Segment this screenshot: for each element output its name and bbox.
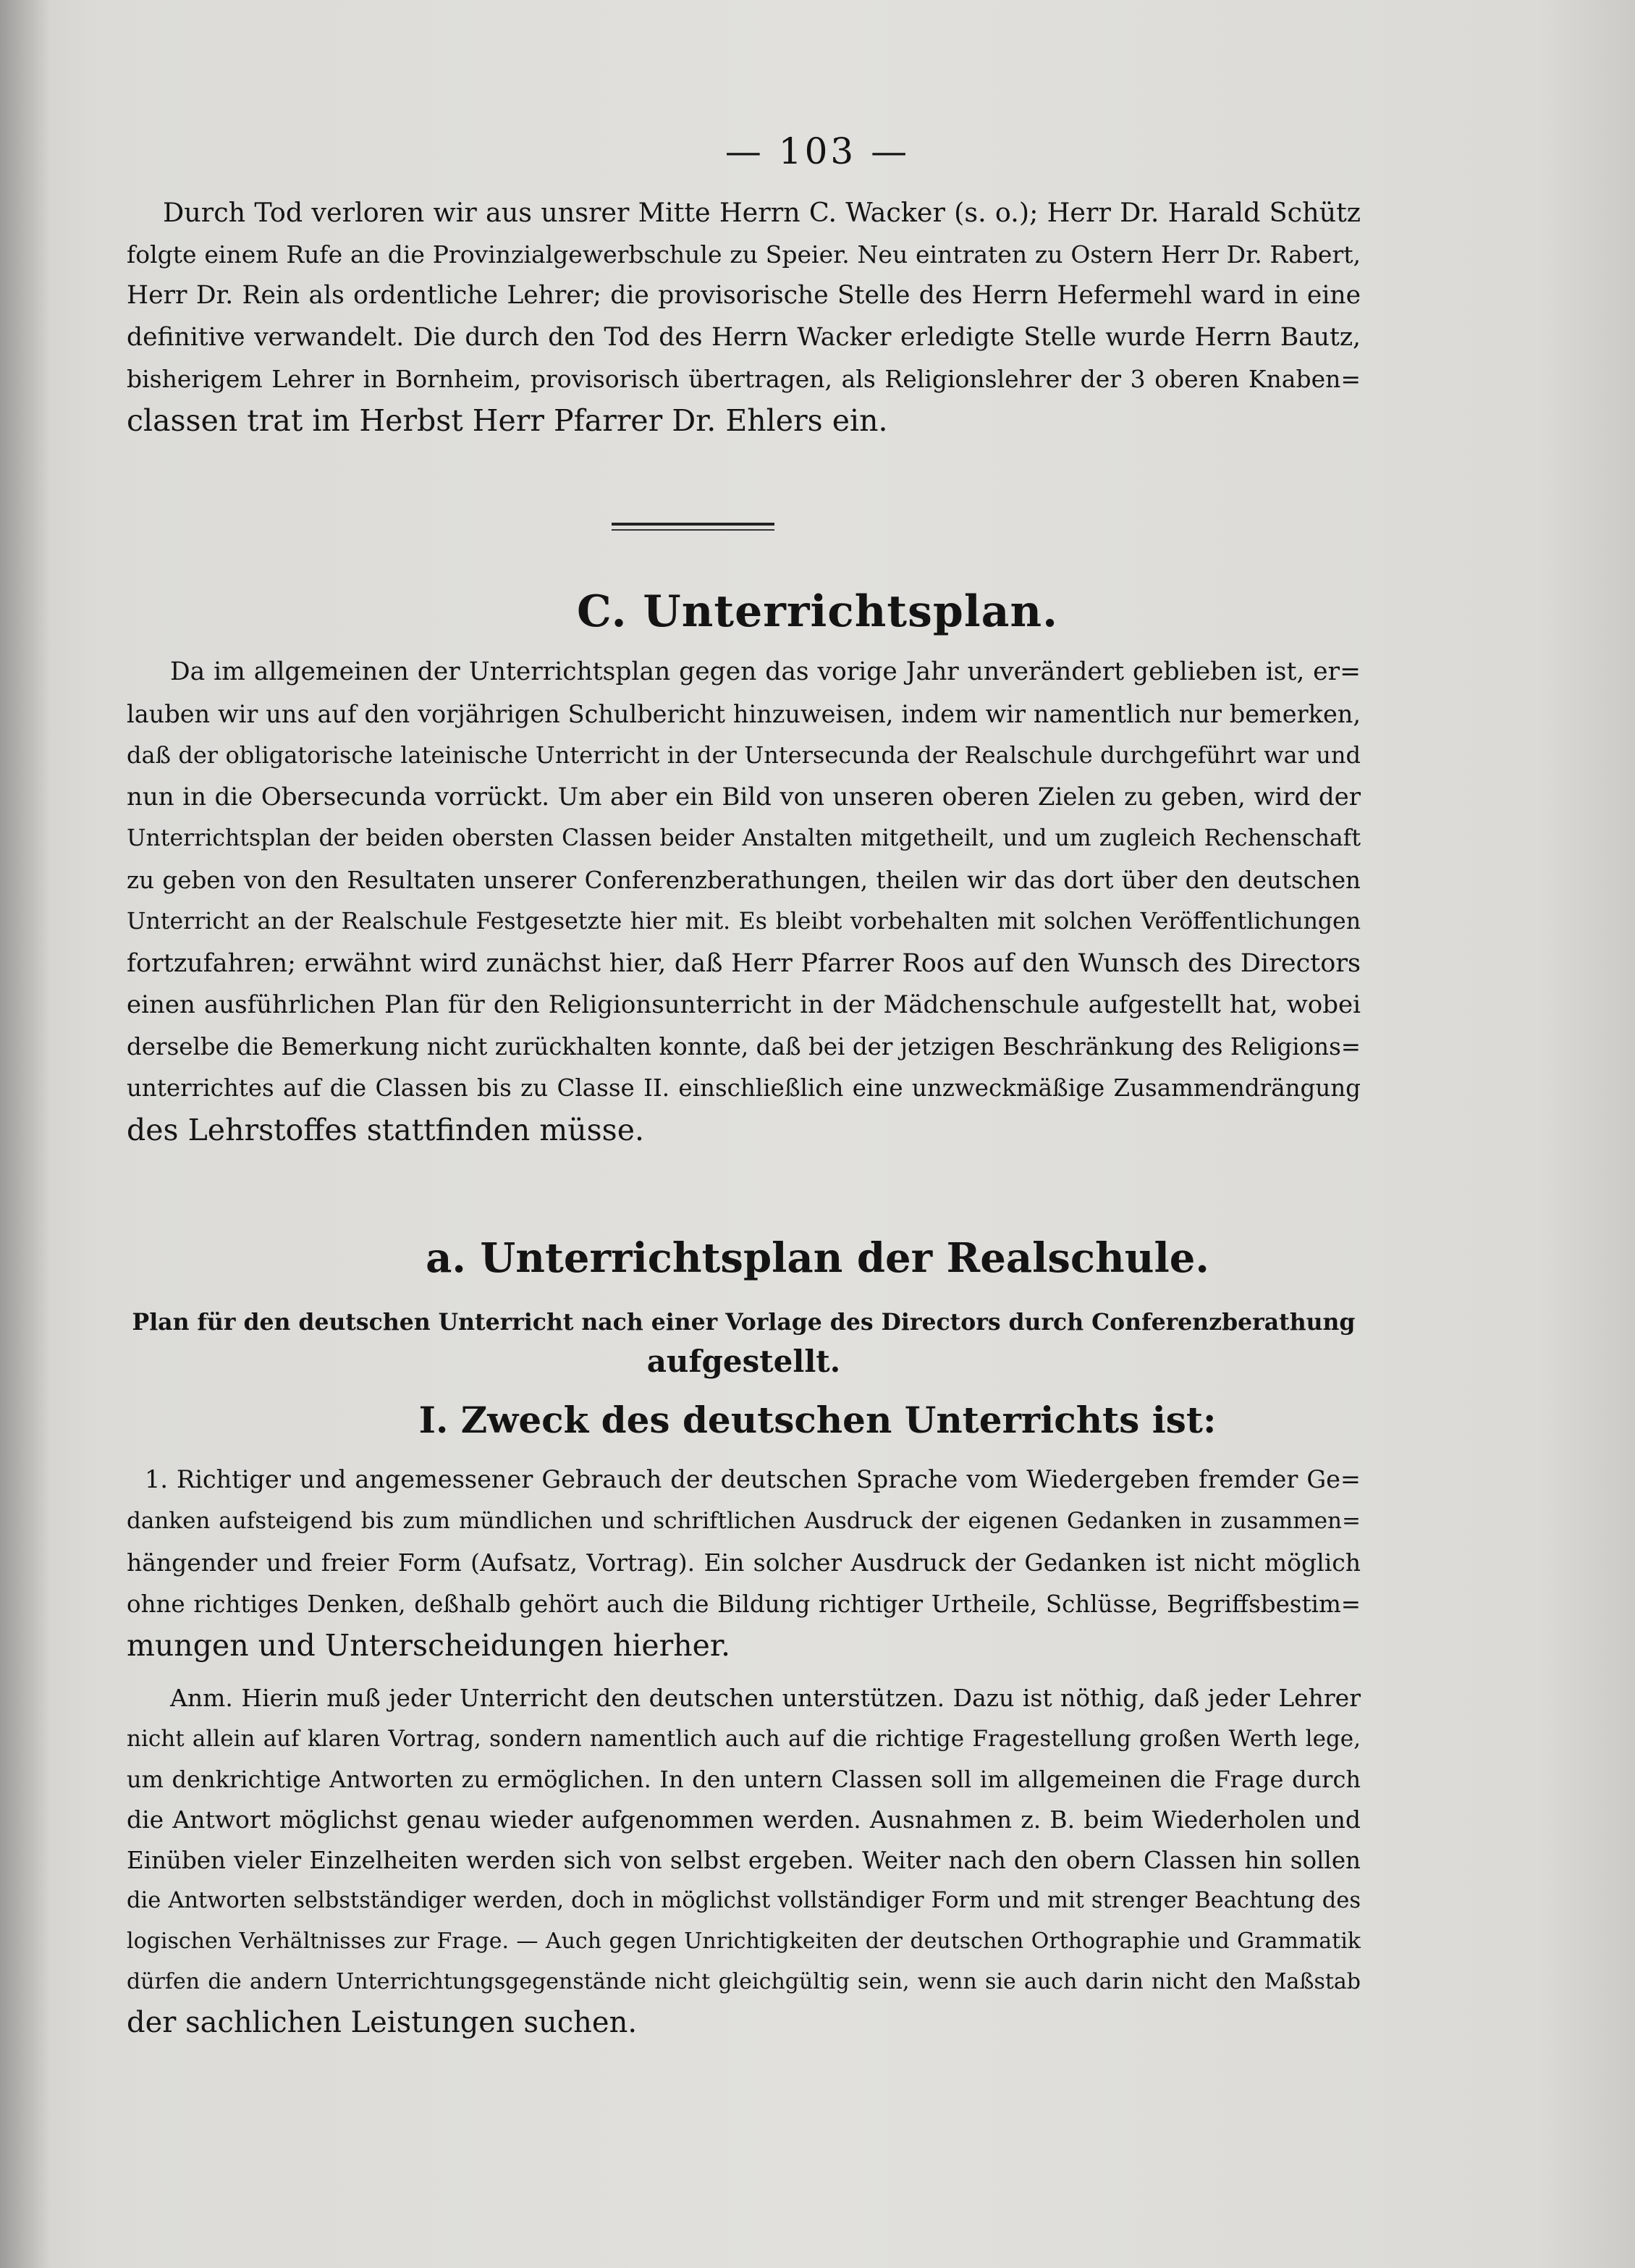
intro-paragraph [127, 192, 1361, 442]
text-line: 1. Richtiger und angemessener Gebrauch der deutschen Sprache vom Wiedergeben fremder Ge= [145, 1465, 1361, 1493]
text-line: mungen und Unterscheidungen hierher. [127, 1628, 730, 1663]
text-line: Einüben vieler Einzelheiten werden sich von selbst ergeben. Weiter nach den obern Classen hin sollen [127, 1847, 1361, 1874]
text-line: um denkrichtige Antworten zu ermöglichen. In den untern Classen soll im allgemeinen die Frage durch [127, 1766, 1361, 1793]
text-line: bisherigem Lehrer in Bornheim, provisorisch übertragen, als Religionslehrer der 3 oberen Knaben= [127, 365, 1361, 393]
text-line: Unterrichtsplan der beiden obersten Classen beider Anstalten mitgetheilt, und um zugleich Rechenschaft [127, 825, 1361, 851]
text-line: Da im allgemeinen der Unterrichtsplan gegen das vorige Jahr unverändert geblieben ist, er= [170, 657, 1361, 686]
text-line: einen ausführlichen Plan für den Religionsunterricht in der Mädchenschule aufgestellt hat, wobei [127, 990, 1361, 1019]
text-line: nicht allein auf klaren Vortrag, sondern namentlich auch auf die richtige Fragestellung großen Werth lege, [127, 1726, 1361, 1752]
text-line: der sachlichen Leistungen suchen. [127, 2006, 638, 2039]
point-1-paragraph [127, 1459, 1361, 1667]
text-line: des Lehrstoffes stattfinden müsse. [127, 1112, 645, 1147]
plan-title-line: aufgestellt. [646, 1344, 841, 1379]
section-c-paragraph [127, 652, 1361, 1151]
text-line: definitive verwandelt. Die durch den Tod des Herrn Wacker erledigte Stelle wurde Herrn Bautz, [127, 322, 1361, 352]
section-divider-thin [612, 529, 774, 531]
section-divider [612, 523, 774, 526]
text-line: logischen Verhältnisses zur Frage. — Auch gegen Unrichtigkeiten der deutschen Orthographie und Grammatik [127, 1928, 1361, 1954]
text-line: hängender und freier Form (Aufsatz, Vortrag). Ein solcher Ausdruck der Gedanken ist nicht möglich [127, 1548, 1361, 1577]
section-i-heading: I. Zweck des deutschen Unterrichts ist: [418, 1399, 1217, 1441]
section-a-heading: a. Unterrichtsplan der Realschule. [426, 1234, 1209, 1282]
text-line: classen trat im Herbst Herr Pfarrer Dr. Ehlers ein. [127, 402, 888, 438]
text-line: dürfen die andern Unterrichtungsgegenstände nicht gleichgültig sein, wenn sie auch darin nicht den Maßstab [127, 1969, 1361, 1994]
text-line: Unterricht an der Realschule Festgesetzte hier mit. Es bleibt vorbehalten mit solchen Veröffentlichungen [127, 909, 1361, 935]
note-paragraph [127, 1678, 1361, 2043]
text-line: Durch Tod verloren wir aus unsrer Mitte Herrn C. Wacker (s. o.); Herr Dr. Harald Schütz [163, 197, 1361, 228]
plan-title [127, 1303, 1361, 1381]
page-number: — 103 — [724, 130, 911, 172]
text-line: lauben wir uns auf den vorjährigen Schulbericht hinzuweisen, indem wir namentlich nur bemerken, [127, 699, 1361, 728]
text-line: die Antwort möglichst genau wieder aufgenommen werden. Ausnahmen z. B. beim Wiederholen und [127, 1805, 1361, 1834]
text-line: folgte einem Rufe an die Provinzialgewerbschule zu Speier. Neu eintraten zu Ostern Herr Dr. Rabert, [127, 240, 1361, 269]
text-line: ohne richtiges Denken, deßhalb gehört auch die Bildung richtiger Urtheile, Schlüsse, Begriffsbestim= [127, 1590, 1361, 1618]
section-c-heading: C. Unterrichtsplan. [576, 586, 1059, 637]
text-line: Anm. Hierin muß jeder Unterricht den deutschen unterstützen. Dazu ist nöthig, daß jeder Lehrer [170, 1684, 1361, 1712]
text-line: daß der obligatorische lateinische Unterricht in der Untersecunda der Realschule durchgeführt war und [127, 741, 1361, 769]
text-line: derselbe die Bemerkung nicht zurückhalten konnte, daß bei der jetzigen Beschränkung des Religions= [127, 1032, 1361, 1061]
text-line: danken aufsteigend bis zum mündlichen und schriftlichen Ausdruck der eigenen Gedanken in zusammen= [127, 1507, 1361, 1534]
text-line: zu geben von den Resultaten unserer Conferenzberathungen, theilen wir das dort über den deutschen [127, 866, 1361, 894]
text-line: nun in die Obersecunda vorrückt. Um aber ein Bild von unseren oberen Zielen zu geben, wird der [127, 782, 1361, 811]
binding-shadow [0, 0, 51, 2268]
text-line: unterrichtes auf die Classen bis zu Classe II. einschließlich eine unzweckmäßige Zusammendrängung [127, 1074, 1361, 1102]
text-line: Herr Dr. Rein als ordentliche Lehrer; die provisorische Stelle des Herrn Hefermehl ward in eine [127, 281, 1361, 310]
text-line: fortzufahren; erwähnt wird zunächst hier, daß Herr Pfarrer Roos auf den Wunsch des Directors [127, 948, 1361, 978]
plan-title-line: Plan für den deutschen Unterricht nach einer Vorlage des Directors durch Conferenzberathung [132, 1309, 1356, 1336]
text-line: die Antworten selbstständiger werden, doch in möglichst vollständiger Form und mit strenger Beachtung des [127, 1888, 1361, 1913]
